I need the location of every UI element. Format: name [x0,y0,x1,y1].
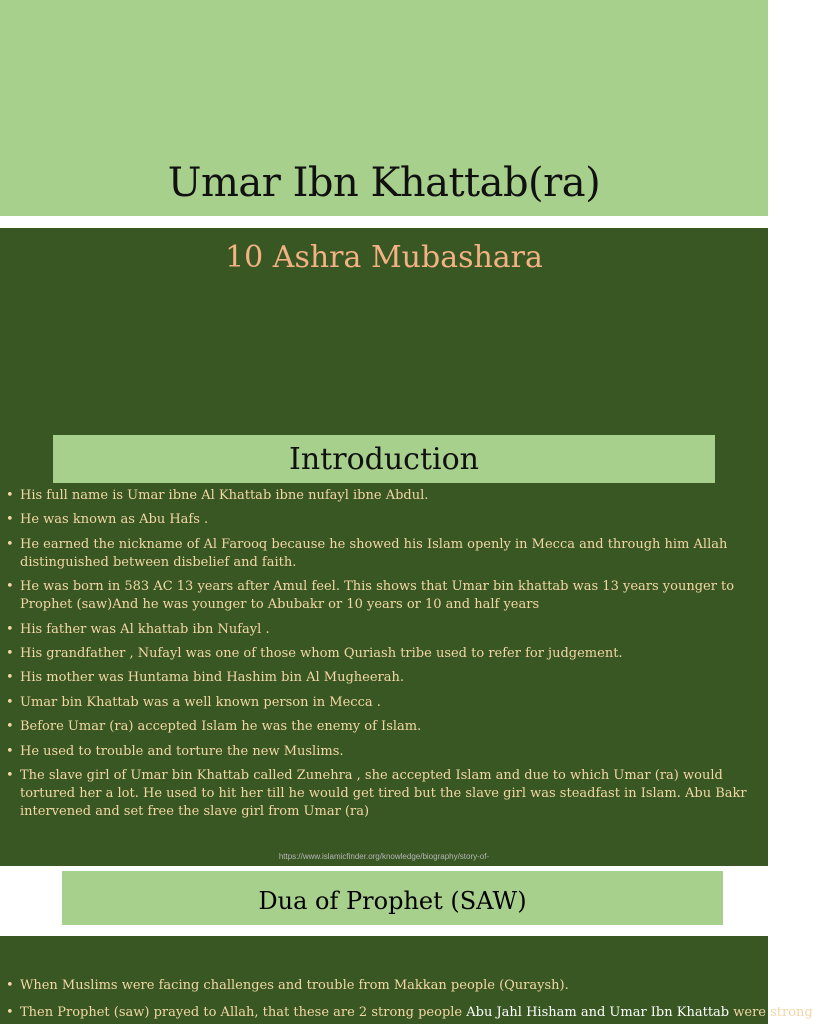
dua-bullet-list [6,977,813,1031]
dua-slide [0,866,813,1024]
bullet-text: were strong [729,1005,813,1020]
bullet-item: • Umar bin Khattab was a well known person in Mecca . [6,694,764,712]
bullet-item: • He was born in 583 AC 13 years after Amul feel. This shows that Umar bin khattab was 13 years younger to Prophet (saw)And he was younger to Abubakr or 10 years or 10 and half years [6,578,764,614]
slide-subtitle: 10 Ashra Mubashara [225,240,543,275]
dua-heading: Dua of Prophet (SAW) [62,871,723,925]
bullet-item: • The slave girl of Umar bin Khattab called Zunehra , she accepted Islam and due to which Umar (ra) would tortured her a lot. He used to hit her till he would get tired but the slave girl was steadfast in Islam. Abu Bakr intervened and set free the slave girl from Umar (ra) [6,767,764,821]
bullet-item: • His grandfather , Nufayl was one of those whom Quriash tribe used to refer for judgement. [6,645,764,663]
bullet-item: • He used to trouble and torture the new Muslims. [6,743,764,761]
introduction-heading: Introduction [53,435,715,483]
highlighted-names: Abu Jahl Hisham and Umar Ibn Khattab [466,1005,730,1020]
bullet-item: • He was known as Abu Hafs . [6,511,764,529]
source-link[interactable]: https://www.islamicfinder.org/knowledge/biography/story-of- [278,852,490,861]
title-slide [0,0,768,432]
slide-title: Umar Ibn Khattab(ra) [167,160,601,206]
introduction-slide [0,432,768,866]
bullet-item: • His full name is Umar ibne Al Khattab ibne nufayl ibne Abdul. [6,487,764,505]
bullet-item: • When Muslims were facing challenges and trouble from Makkan people (Quraysh). [6,977,764,995]
bullet-item: • He earned the nickname of Al Farooq because he showed his Islam openly in Mecca and through him Allah distinguished between disbelief and faith. [6,536,764,572]
bullet-text: Then Prophet (saw) prayed to Allah, that these are 2 strong people [20,1005,467,1020]
bullet-item: • His father was Al khattab ibn Nufayl . [6,621,764,639]
bullet-item: • Before Umar (ra) accepted Islam he was the enemy of Islam. [6,718,764,736]
introduction-bullet-list [6,487,764,827]
bullet-item: • His mother was Huntama bind Hashim bin Al Mugheerah. [6,669,764,687]
bullet-item [6,1004,813,1022]
